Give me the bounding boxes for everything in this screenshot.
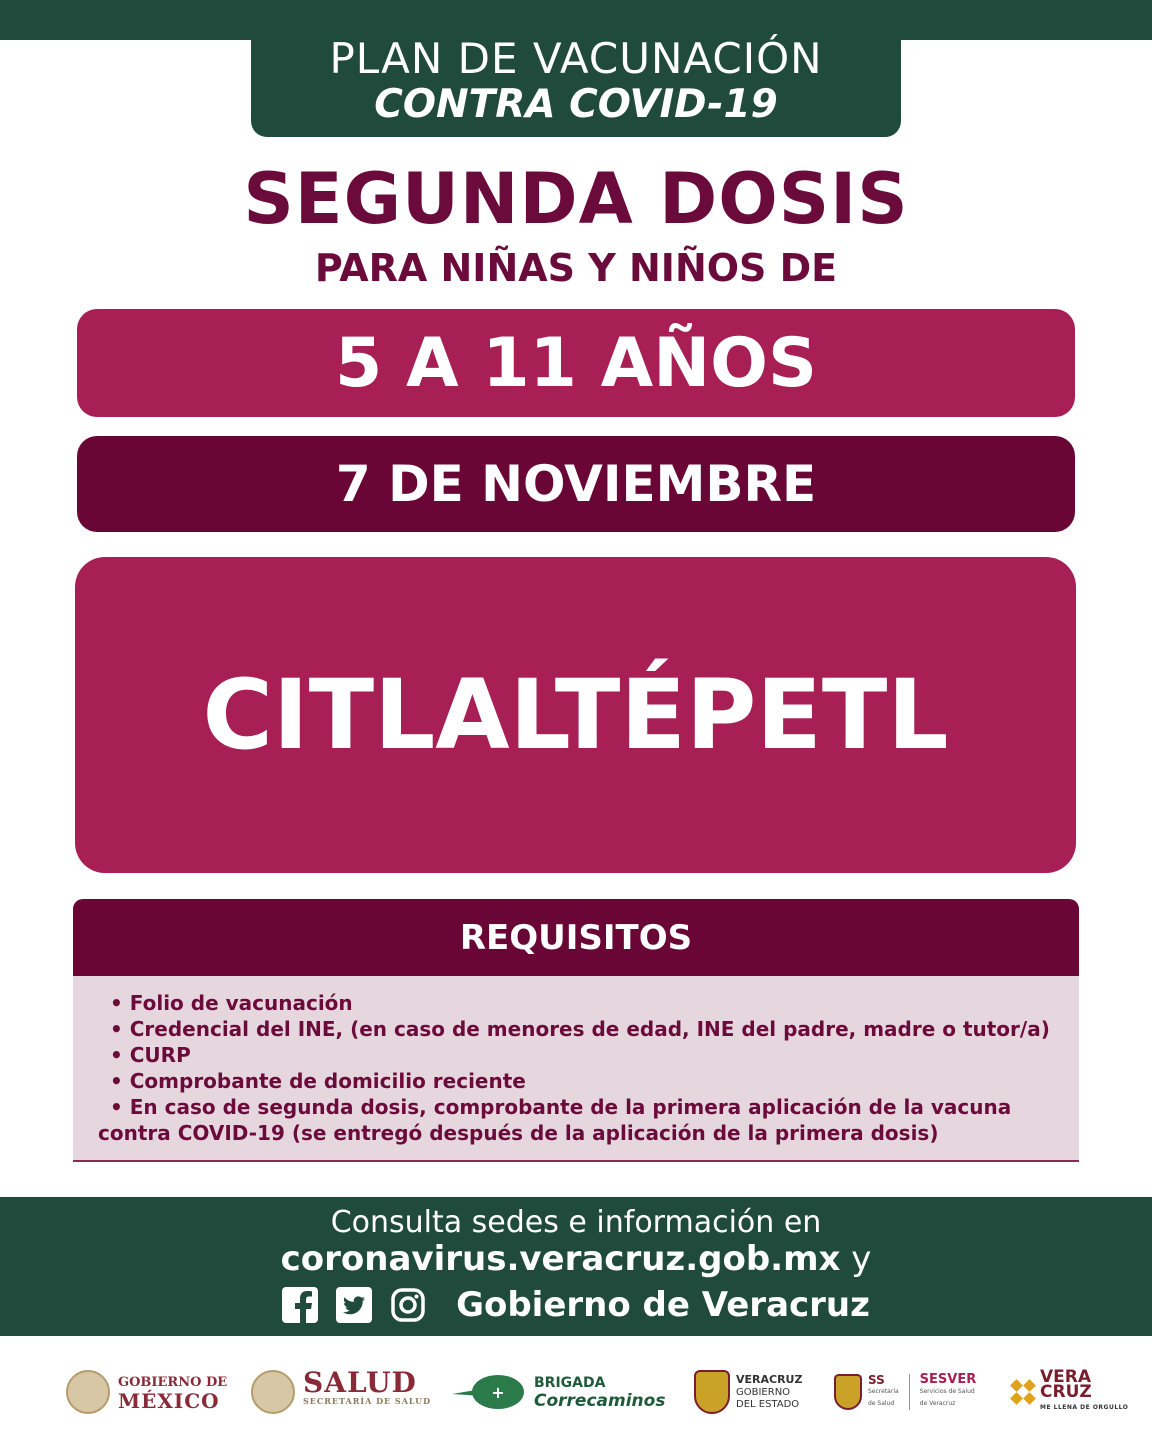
header-line-1: PLAN DE VACUNACIÓN (329, 34, 823, 83)
logo-veracruz-brand (1010, 1366, 1128, 1418)
veracruz-pattern-icon (1010, 1379, 1036, 1405)
logo-gobierno-de-mexico (66, 1366, 227, 1418)
logo-salud (251, 1366, 431, 1418)
ver-gob-line-2: GOBIERNO (736, 1386, 791, 1398)
ss-line-1: Secretaría (868, 1388, 899, 1395)
footer-url-line (0, 1239, 1152, 1279)
date-text: 7 DE NOVIEMBRE (335, 455, 817, 513)
page-subtitle: PARA NIÑAS Y NIÑOS DE (314, 246, 838, 290)
logo-ss-sesver (834, 1366, 976, 1418)
age-range-text: 5 A 11 AÑOS (335, 323, 817, 403)
ss-line-2: de Salud (868, 1400, 895, 1407)
brigada-line-2: Correcaminos (534, 1391, 666, 1411)
footer (0, 1197, 1152, 1336)
gob-mexico-line-1: GOBIERNO DE (118, 1375, 228, 1390)
sesver-line-1: Servicios de Salud (919, 1388, 975, 1395)
requirement-item: • Comprobante de domicilio reciente (110, 1069, 526, 1093)
ss-shield-icon (834, 1374, 862, 1410)
social-row (0, 1285, 1152, 1325)
requirement-item-continued: contra COVID-19 (se entregó después de la aplicación de la primera dosis) (98, 1121, 939, 1145)
vc-line-1: VERA (1040, 1366, 1092, 1387)
logo-veracruz-gobierno (694, 1366, 802, 1418)
salud-name: SALUD (303, 1366, 417, 1399)
veracruz-shield-icon (694, 1370, 730, 1414)
brigada-line-1: BRIGADA (534, 1375, 606, 1391)
ver-gob-line-1: VERACRUZ (736, 1372, 803, 1386)
requirements-list (73, 976, 1079, 1162)
logo-divider (909, 1374, 910, 1410)
header-line-2: CONTRA COVID-19 (374, 82, 778, 127)
footer-consult-text: Consulta sedes e información en (330, 1205, 822, 1240)
age-range-box (77, 309, 1075, 417)
facebook-icon[interactable] (282, 1287, 318, 1323)
vc-line-2: CRUZ (1040, 1381, 1092, 1402)
municipality-text: CITLALTÉPETL (202, 659, 949, 771)
date-box (77, 436, 1075, 532)
municipality-box (75, 557, 1076, 873)
ver-gob-line-3: DEL ESTADO (736, 1398, 800, 1410)
mexico-seal-icon (66, 1370, 110, 1414)
salud-seal-icon (251, 1370, 295, 1414)
roadrunner-icon (452, 1370, 528, 1414)
vc-tagline: ME LLENA DE ORGULLO (1040, 1403, 1129, 1411)
gob-mexico-line-2: MÉXICO (118, 1389, 220, 1413)
government-name: Gobierno de Veracruz (456, 1285, 870, 1325)
ss-abbr: SS (868, 1373, 885, 1387)
page-title: SEGUNDA DOSIS (243, 158, 909, 240)
requirement-item: • Credencial del INE, (en caso de menores de edad, INE del padre, madre o tutor/a) (110, 1017, 1050, 1041)
requirement-item: • Folio de vacunación (110, 991, 353, 1015)
sesver-line-2: de Veracruz (919, 1400, 956, 1407)
footer-conjunction: y (851, 1239, 872, 1279)
instagram-icon[interactable] (390, 1287, 426, 1323)
requirements-header (73, 899, 1079, 976)
twitter-icon[interactable] (336, 1287, 372, 1323)
requirements-title: REQUISITOS (459, 917, 693, 958)
website-link[interactable]: coronavirus.veracruz.gob.mx (280, 1239, 841, 1279)
header-banner (251, 20, 901, 137)
requirement-item: • CURP (110, 1043, 191, 1067)
svg-text:+: + (491, 1383, 505, 1402)
logo-strip (0, 1352, 1152, 1432)
logo-brigada-correcaminos (452, 1366, 665, 1418)
requirement-item: • En caso de segunda dosis, comprobante de la primera aplicación de la vacuna (110, 1095, 1012, 1119)
salud-sub: SECRETARÍA DE SALUD (303, 1396, 431, 1406)
sesver-name: SESVER (919, 1372, 977, 1387)
